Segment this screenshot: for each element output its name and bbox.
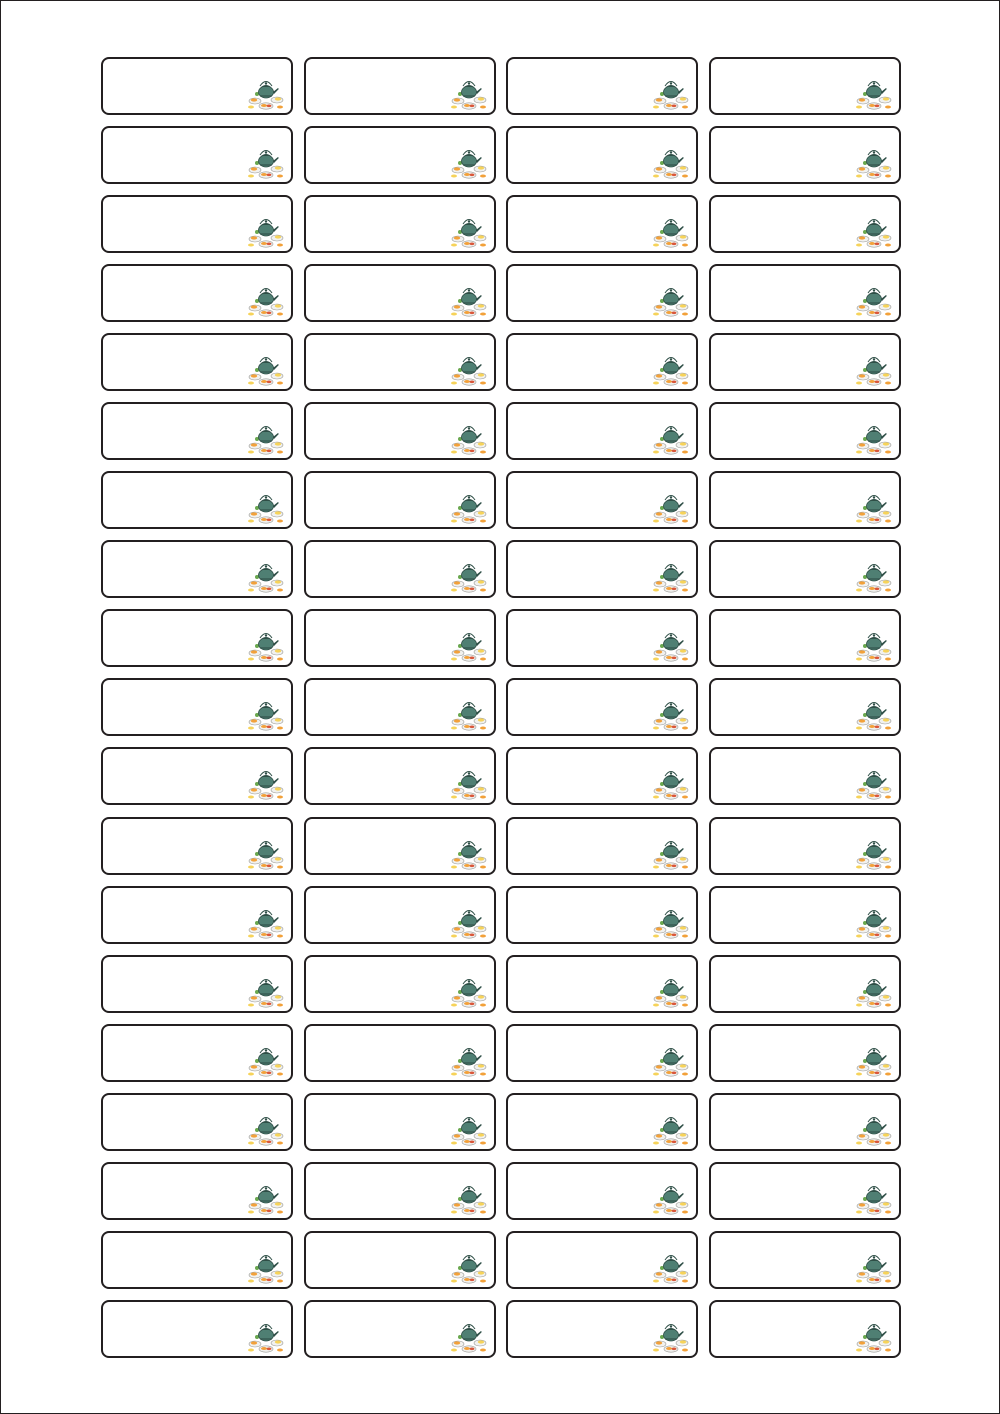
tea-set-with-snacks-icon (652, 422, 690, 456)
tea-set-with-snacks-icon (855, 837, 893, 871)
address-label (101, 126, 293, 184)
address-label (101, 195, 293, 253)
tea-set-with-snacks-icon (247, 975, 285, 1009)
address-label (506, 886, 698, 944)
tea-set-with-snacks-icon (855, 560, 893, 594)
address-label (709, 1093, 901, 1151)
address-label (709, 126, 901, 184)
tea-set-with-snacks-icon (247, 77, 285, 111)
tea-set-with-snacks-icon (247, 906, 285, 940)
tea-set-with-snacks-icon (247, 1182, 285, 1216)
tea-set-with-snacks-icon (855, 1320, 893, 1354)
address-label (506, 333, 698, 391)
tea-set-with-snacks-icon (652, 215, 690, 249)
address-label (101, 678, 293, 736)
tea-set-with-snacks-icon (450, 698, 488, 732)
tea-set-with-snacks-icon (450, 975, 488, 1009)
address-label (506, 471, 698, 529)
tea-set-with-snacks-icon (652, 906, 690, 940)
address-label (709, 57, 901, 115)
address-label (709, 609, 901, 667)
tea-set-with-snacks-icon (855, 767, 893, 801)
tea-set-with-snacks-icon (450, 1251, 488, 1285)
tea-set-with-snacks-icon (855, 975, 893, 1009)
tea-set-with-snacks-icon (652, 1320, 690, 1354)
address-label (709, 1300, 901, 1358)
tea-set-with-snacks-icon (652, 353, 690, 387)
address-label (304, 195, 496, 253)
tea-set-with-snacks-icon (450, 1320, 488, 1354)
tea-set-with-snacks-icon (652, 491, 690, 525)
address-label (709, 471, 901, 529)
tea-set-with-snacks-icon (450, 906, 488, 940)
address-label (101, 817, 293, 875)
tea-set-with-snacks-icon (652, 975, 690, 1009)
address-label (304, 955, 496, 1013)
tea-set-with-snacks-icon (450, 284, 488, 318)
tea-set-with-snacks-icon (450, 146, 488, 180)
address-label (304, 886, 496, 944)
address-label (709, 886, 901, 944)
address-label (304, 471, 496, 529)
tea-set-with-snacks-icon (652, 767, 690, 801)
tea-set-with-snacks-icon (450, 422, 488, 456)
tea-set-with-snacks-icon (247, 837, 285, 871)
address-label (304, 540, 496, 598)
address-label (101, 264, 293, 322)
address-label (506, 1093, 698, 1151)
tea-set-with-snacks-icon (247, 284, 285, 318)
tea-set-with-snacks-icon (855, 698, 893, 732)
tea-set-with-snacks-icon (652, 1113, 690, 1147)
tea-set-with-snacks-icon (855, 1251, 893, 1285)
address-label (101, 1231, 293, 1289)
address-label (709, 540, 901, 598)
tea-set-with-snacks-icon (247, 767, 285, 801)
address-label (506, 1231, 698, 1289)
tea-set-with-snacks-icon (247, 560, 285, 594)
address-label (506, 747, 698, 805)
address-label (101, 333, 293, 391)
address-label (709, 1162, 901, 1220)
address-label (101, 1024, 293, 1082)
address-label (506, 57, 698, 115)
address-label (709, 333, 901, 391)
tea-set-with-snacks-icon (247, 1320, 285, 1354)
tea-set-with-snacks-icon (855, 146, 893, 180)
tea-set-with-snacks-icon (652, 629, 690, 663)
address-label (709, 955, 901, 1013)
tea-set-with-snacks-icon (652, 837, 690, 871)
address-label (304, 333, 496, 391)
address-label (101, 57, 293, 115)
address-label (304, 1162, 496, 1220)
address-label (709, 1231, 901, 1289)
address-label (506, 817, 698, 875)
address-label (304, 1300, 496, 1358)
address-label (506, 955, 698, 1013)
tea-set-with-snacks-icon (247, 215, 285, 249)
tea-set-with-snacks-icon (247, 491, 285, 525)
address-label (709, 402, 901, 460)
address-label (101, 540, 293, 598)
tea-set-with-snacks-icon (247, 422, 285, 456)
tea-set-with-snacks-icon (855, 491, 893, 525)
address-label (709, 747, 901, 805)
address-label (101, 609, 293, 667)
address-label (304, 57, 496, 115)
tea-set-with-snacks-icon (450, 1182, 488, 1216)
address-label (506, 1162, 698, 1220)
tea-set-with-snacks-icon (247, 1113, 285, 1147)
tea-set-with-snacks-icon (855, 215, 893, 249)
address-label (304, 609, 496, 667)
address-label (304, 747, 496, 805)
address-label (506, 678, 698, 736)
address-label (709, 817, 901, 875)
address-label (506, 402, 698, 460)
address-label (101, 471, 293, 529)
tea-set-with-snacks-icon (247, 1044, 285, 1078)
tea-set-with-snacks-icon (652, 284, 690, 318)
tea-set-with-snacks-icon (247, 146, 285, 180)
tea-set-with-snacks-icon (855, 629, 893, 663)
tea-set-with-snacks-icon (855, 353, 893, 387)
address-label (101, 402, 293, 460)
address-label (709, 678, 901, 736)
tea-set-with-snacks-icon (652, 698, 690, 732)
address-label (304, 817, 496, 875)
address-label (709, 195, 901, 253)
tea-set-with-snacks-icon (247, 629, 285, 663)
tea-set-with-snacks-icon (450, 629, 488, 663)
tea-set-with-snacks-icon (652, 1182, 690, 1216)
address-label (101, 1300, 293, 1358)
address-label (506, 609, 698, 667)
address-label (304, 264, 496, 322)
tea-set-with-snacks-icon (247, 1251, 285, 1285)
address-label (506, 195, 698, 253)
address-label (506, 1024, 698, 1082)
tea-set-with-snacks-icon (450, 353, 488, 387)
tea-set-with-snacks-icon (450, 215, 488, 249)
label-grid (101, 57, 901, 1358)
address-label (709, 1024, 901, 1082)
tea-set-with-snacks-icon (855, 906, 893, 940)
address-label (506, 126, 698, 184)
address-label (506, 264, 698, 322)
tea-set-with-snacks-icon (652, 560, 690, 594)
tea-set-with-snacks-icon (855, 77, 893, 111)
address-label (101, 886, 293, 944)
tea-set-with-snacks-icon (247, 353, 285, 387)
tea-set-with-snacks-icon (652, 1251, 690, 1285)
tea-set-with-snacks-icon (450, 767, 488, 801)
tea-set-with-snacks-icon (652, 146, 690, 180)
tea-set-with-snacks-icon (450, 77, 488, 111)
tea-set-with-snacks-icon (855, 1182, 893, 1216)
address-label (506, 540, 698, 598)
address-label (709, 264, 901, 322)
tea-set-with-snacks-icon (652, 77, 690, 111)
tea-set-with-snacks-icon (450, 1044, 488, 1078)
address-label (101, 1093, 293, 1151)
tea-set-with-snacks-icon (855, 1113, 893, 1147)
tea-set-with-snacks-icon (855, 1044, 893, 1078)
tea-set-with-snacks-icon (855, 284, 893, 318)
tea-set-with-snacks-icon (450, 491, 488, 525)
tea-set-with-snacks-icon (652, 1044, 690, 1078)
address-label (101, 1162, 293, 1220)
tea-set-with-snacks-icon (450, 837, 488, 871)
address-label (304, 126, 496, 184)
address-label (304, 1024, 496, 1082)
address-label (506, 1300, 698, 1358)
address-label (304, 402, 496, 460)
address-label (101, 955, 293, 1013)
address-label (101, 747, 293, 805)
address-label (304, 1093, 496, 1151)
tea-set-with-snacks-icon (450, 560, 488, 594)
tea-set-with-snacks-icon (247, 698, 285, 732)
tea-set-with-snacks-icon (450, 1113, 488, 1147)
address-label (304, 678, 496, 736)
tea-set-with-snacks-icon (855, 422, 893, 456)
address-label (304, 1231, 496, 1289)
